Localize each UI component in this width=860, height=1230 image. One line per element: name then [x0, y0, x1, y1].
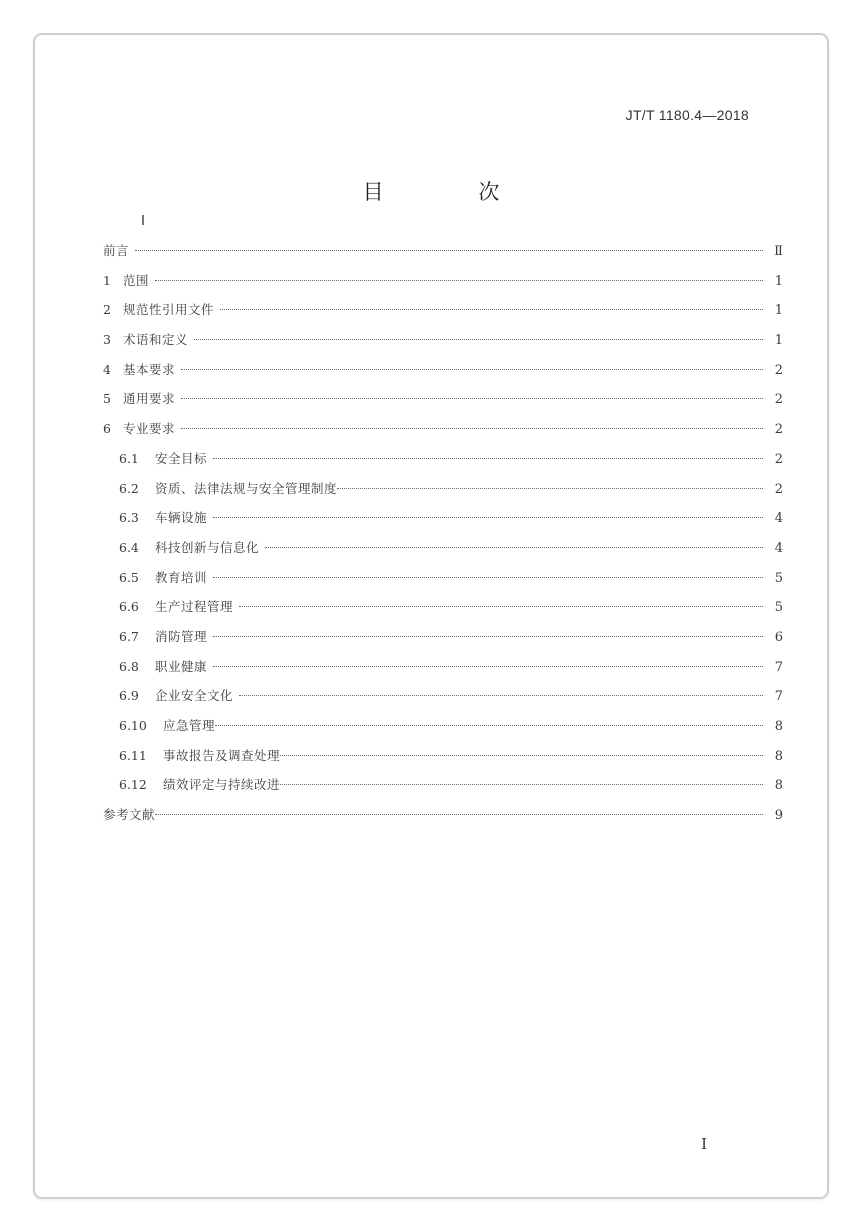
toc-entry-6-1[interactable]: [103, 449, 783, 479]
dot-leader: [239, 606, 763, 607]
toc-number: 6: [103, 421, 111, 437]
dot-leader: [220, 309, 763, 310]
toc-entry-5[interactable]: [103, 389, 783, 419]
toc-label: 前言: [103, 243, 130, 258]
toc-number: 6.1: [119, 450, 139, 466]
toc-page: 7: [774, 689, 783, 705]
toc-entry-6-5[interactable]: [103, 568, 783, 598]
toc-number: 6.7: [119, 628, 139, 644]
toc-page: Ⅱ: [774, 244, 783, 259]
toc-number: 6.5: [119, 569, 139, 585]
toc-entry-bibliography[interactable]: [103, 805, 783, 835]
toc-page: 2: [774, 392, 783, 408]
toc-page: 1: [774, 273, 783, 289]
toc-number: 3: [103, 332, 111, 348]
toc-entry-6-10[interactable]: [103, 716, 783, 746]
toc-label: 安全目标: [155, 450, 208, 466]
toc-label: 科技创新与信息化: [155, 539, 260, 555]
dot-leader: [181, 428, 763, 429]
toc-entry-6-12[interactable]: [103, 775, 783, 805]
dot-leader: [213, 636, 763, 637]
toc-number: 6.6: [119, 599, 139, 615]
toc-page: 9: [774, 808, 783, 824]
toc-label: 消防管理: [155, 628, 208, 644]
toc-page: 5: [774, 600, 783, 616]
toc-page: 2: [774, 422, 783, 438]
toc-label: 范围: [123, 272, 150, 288]
toc-page: 4: [774, 540, 783, 556]
toc-number: 6.10: [119, 718, 147, 733]
toc-label: 通用要求: [123, 391, 176, 407]
toc-entry-6-9[interactable]: [103, 686, 783, 716]
toc-label: 生产过程管理: [155, 599, 234, 615]
dot-leader: [239, 695, 763, 696]
dot-leader: [135, 250, 763, 251]
document-page: [33, 33, 829, 1199]
dot-leader: [280, 755, 763, 756]
toc-label: 应急管理: [163, 718, 216, 733]
toc-entry-6-6[interactable]: [103, 597, 783, 627]
dot-leader: [215, 725, 763, 726]
table-of-contents: [103, 241, 783, 835]
toc-entry-6-3[interactable]: [103, 508, 783, 538]
toc-label: 基本要求: [123, 361, 176, 377]
toc-label: 教育培训: [155, 569, 208, 585]
toc-label: 专业要求: [123, 421, 176, 437]
toc-entry-2[interactable]: [103, 300, 783, 330]
scan-mark: [142, 215, 144, 225]
toc-label: 职业健康: [155, 658, 208, 674]
toc-number: 5: [103, 391, 111, 407]
toc-number: 6.12: [119, 777, 147, 793]
standard-code: JT/T 1180.4—2018: [625, 107, 749, 123]
toc-label: 事故报告及调查处理: [163, 747, 281, 763]
dot-leader: [213, 517, 763, 518]
toc-entry-6-7[interactable]: [103, 627, 783, 657]
dot-leader: [280, 784, 763, 785]
toc-page: 8: [774, 778, 783, 794]
toc-number: 2: [103, 302, 111, 318]
dot-leader: [181, 398, 763, 399]
toc-number: 6.3: [119, 510, 139, 526]
dot-leader: [181, 369, 763, 370]
toc-page: 1: [774, 333, 783, 349]
dot-leader: [213, 458, 763, 459]
page-number: I: [701, 1135, 707, 1153]
toc-entry-6-2[interactable]: [103, 479, 783, 509]
toc-number: 6.2: [119, 480, 139, 496]
toc-label: 参考文献: [103, 807, 156, 823]
toc-entry-foreword[interactable]: [103, 241, 783, 271]
toc-number: 4: [103, 361, 111, 377]
toc-number: 6.8: [119, 658, 139, 674]
toc-page: 6: [774, 629, 783, 645]
toc-entry-1[interactable]: [103, 271, 783, 301]
toc-page: 7: [774, 659, 783, 675]
toc-page: 5: [774, 570, 783, 586]
toc-label: 资质、法律法规与安全管理制度: [155, 480, 338, 496]
page-title: 目 次: [362, 180, 544, 204]
toc-number: 1: [103, 272, 111, 288]
toc-entry-6[interactable]: [103, 419, 783, 449]
toc-page: 4: [774, 511, 783, 527]
toc-number: 6.9: [119, 688, 139, 704]
dot-leader: [194, 339, 763, 340]
toc-page: 2: [774, 481, 783, 497]
toc-label: 规范性引用文件: [123, 302, 215, 318]
toc-label: 车辆设施: [155, 510, 208, 526]
dot-leader: [213, 666, 763, 667]
dot-leader: [337, 488, 763, 489]
dot-leader: [155, 814, 763, 815]
toc-entry-6-8[interactable]: [103, 657, 783, 687]
dot-leader: [155, 280, 763, 281]
toc-number: 6.11: [119, 747, 147, 763]
toc-page: 2: [774, 362, 783, 378]
toc-number: 6.4: [119, 539, 139, 555]
toc-label: 绩效评定与持续改进: [163, 777, 281, 793]
toc-entry-6-4[interactable]: [103, 538, 783, 568]
dot-leader: [265, 547, 763, 548]
toc-page: 8: [774, 748, 783, 764]
toc-entry-6-11[interactable]: [103, 746, 783, 776]
toc-page: 2: [774, 451, 783, 467]
toc-page: 1: [774, 303, 783, 319]
dot-leader: [213, 577, 763, 578]
toc-entry-4[interactable]: [103, 360, 783, 390]
toc-page: 8: [774, 719, 783, 734]
toc-entry-3[interactable]: [103, 330, 783, 360]
toc-label: 术语和定义: [123, 332, 189, 348]
toc-label: 企业安全文化: [155, 688, 234, 704]
